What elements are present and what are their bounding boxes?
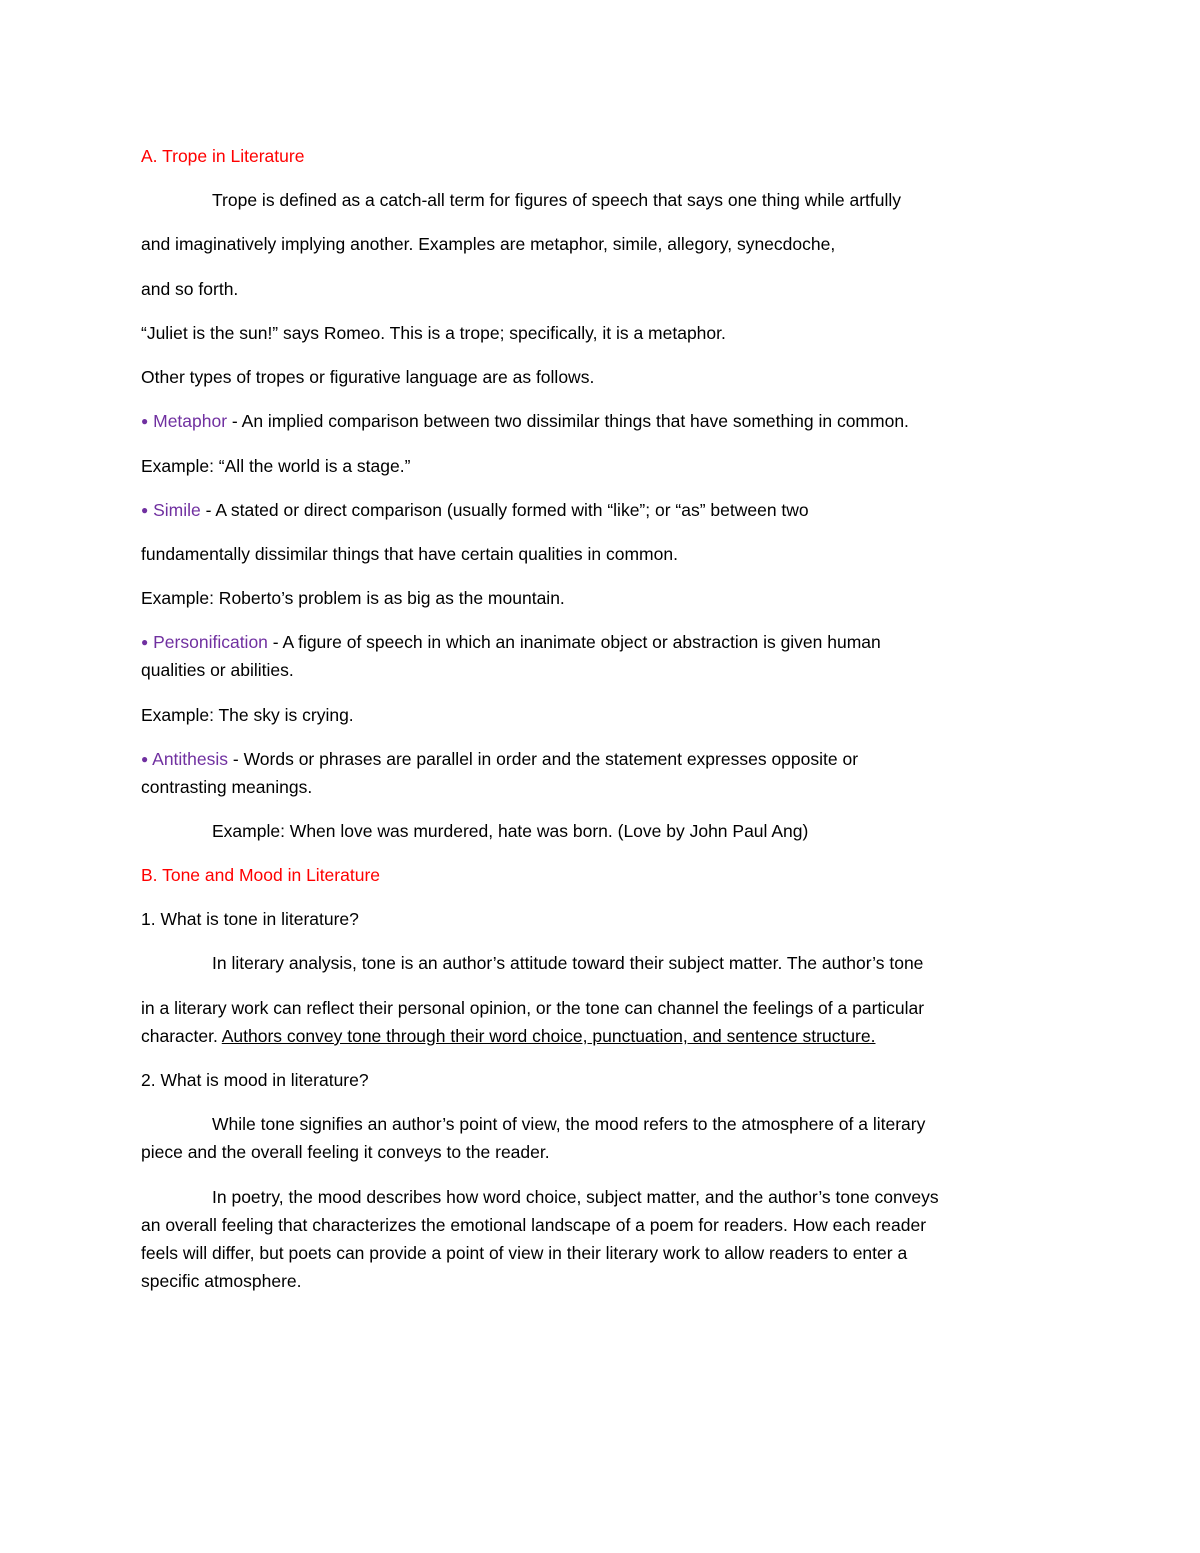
bullet-icon: ●: [141, 503, 149, 517]
bullet-icon: ●: [141, 752, 149, 766]
personification-definition-1: - A figure of speech in which an inanimate object or abstraction is given human: [267, 632, 881, 652]
tone-plain-text: character.: [141, 1026, 222, 1046]
simile-term: Simile: [153, 500, 201, 520]
antithesis-term: Antithesis: [152, 749, 229, 769]
tone-paragraph-line-3: [141, 1025, 875, 1047]
intro-line-2: and imaginatively implying another. Examples are metaphor, simile, allegory, synecdoche,: [141, 234, 836, 254]
metaphor-term: Metaphor: [153, 411, 228, 431]
section-b-heading: B. Tone and Mood in Literature: [141, 865, 381, 885]
mood-paragraph-1-line-2: piece and the overall feeling it conveys to the reader.: [141, 1142, 550, 1162]
intro-line-1: Trope is defined as a catch-all term for figures of speech that says one thing while artfully: [212, 190, 902, 210]
bullet-icon: ●: [141, 414, 149, 428]
simile-item: [141, 499, 809, 523]
antithesis-definition-1: - Words or phrases are parallel in order and the statement expresses opposite or: [228, 749, 859, 769]
question-2: 2. What is mood in literature?: [141, 1070, 369, 1090]
simile-example: Example: Roberto’s problem is as big as the mountain.: [141, 588, 565, 608]
mood-paragraph-2-line-4: specific atmosphere.: [141, 1271, 302, 1291]
antithesis-example: Example: When love was murdered, hate was born. (Love by John Paul Ang): [212, 821, 809, 841]
mood-paragraph-2-line-2: an overall feeling that characterizes the emotional landscape of a poem for readers. How each reader: [141, 1215, 927, 1235]
mood-paragraph-2-line-3: feels will differ, but poets can provide a point of view in their literary work to allow readers to enter a: [141, 1243, 908, 1263]
juliet-quote: “Juliet is the sun!” says Romeo. This is a trope; specifically, it is a metaphor.: [141, 323, 726, 343]
mood-paragraph-1-line-1: While tone signifies an author’s point of view, the mood refers to the atmosphere of a literary: [212, 1114, 926, 1134]
section-a-heading: A. Trope in Literature: [141, 146, 305, 166]
simile-definition-1: - A stated or direct comparison (usually formed with “like”; or “as” between two: [200, 500, 809, 520]
mood-paragraph-2-line-1: In poetry, the mood describes how word choice, subject matter, and the author’s tone conveys: [212, 1187, 939, 1207]
metaphor-definition: - An implied comparison between two dissimilar things that have something in common.: [227, 411, 909, 431]
tone-underlined-text: Authors convey tone through their word choice, punctuation, and sentence structure.: [221, 1026, 876, 1046]
metaphor-item: [141, 410, 909, 434]
personification-definition-2: qualities or abilities.: [141, 660, 294, 680]
personification-term: Personification: [153, 632, 268, 652]
other-types-text: Other types of tropes or figurative language are as follows.: [141, 367, 595, 387]
antithesis-item: [141, 748, 858, 772]
question-1: 1. What is tone in literature?: [141, 909, 359, 929]
simile-definition-2: fundamentally dissimilar things that have certain qualities in common.: [141, 544, 678, 564]
personification-item: [141, 631, 881, 655]
antithesis-definition-2: contrasting meanings.: [141, 777, 313, 797]
intro-line-3: and so forth.: [141, 279, 239, 299]
personification-example: Example: The sky is crying.: [141, 705, 354, 725]
metaphor-example: Example: “All the world is a stage.”: [141, 456, 411, 476]
bullet-icon: ●: [141, 635, 149, 649]
tone-paragraph-line-1: In literary analysis, tone is an author’s attitude toward their subject matter. The author’s tone: [212, 953, 924, 973]
tone-paragraph-line-2: in a literary work can reflect their personal opinion, or the tone can channel the feelings of a particular: [141, 998, 925, 1018]
